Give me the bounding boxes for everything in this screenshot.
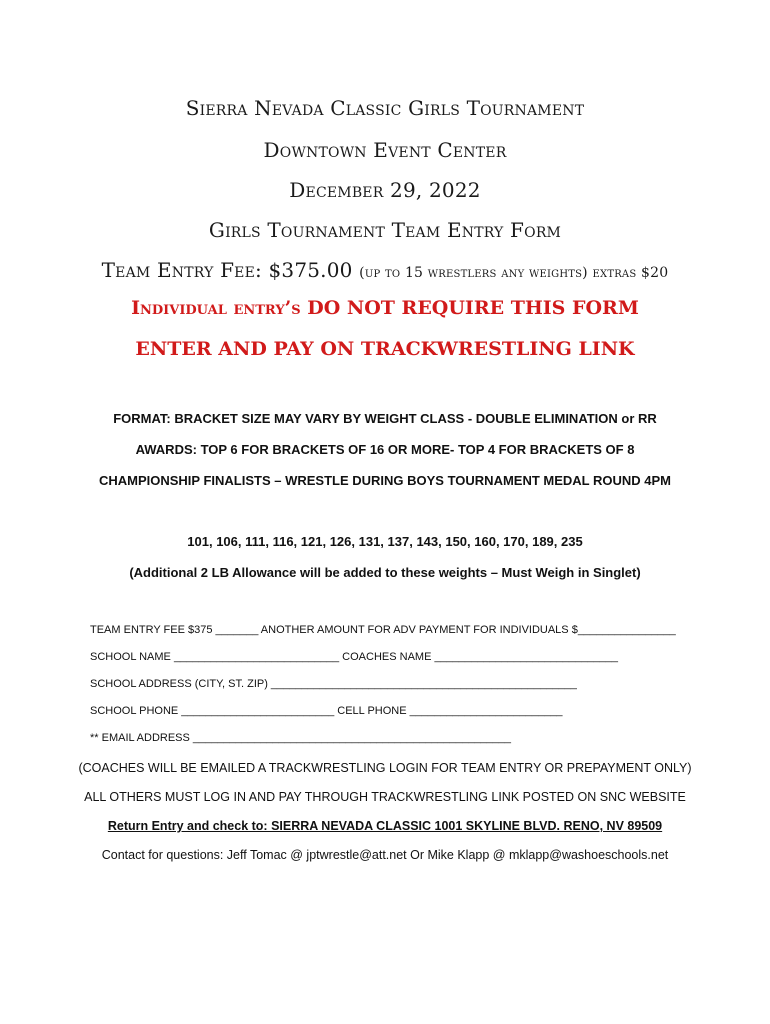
trackwrestling-notice: ENTER AND PAY ON TRACKWRESTLING LINK [135, 338, 635, 360]
awards-line: AWARDS: TOP 6 FOR BRACKETS OF 16 OR MORE- TOP 4 FOR BRACKETS OF 8 [135, 442, 635, 457]
entry-fee-main: Team Entry Fee: $375.00 [101, 258, 353, 282]
phone-field[interactable]: SCHOOL PHONE _________________________ CELL PHONE _________________________ [90, 705, 563, 717]
entry-fee-line [0, 258, 770, 282]
school-address-field[interactable]: SCHOOL ADDRESS (CITY, ST. ZIP) __________________________________________________ [90, 678, 577, 690]
format-line: FORMAT: BRACKET SIZE MAY VARY BY WEIGHT CLASS - DOUBLE ELIMINATION or RR [113, 411, 657, 426]
email-field[interactable]: ** EMAIL ADDRESS ____________________________________________________ [90, 732, 512, 744]
entry-fee-detail: (up to 15 wrestlers any weights) extras $20 [359, 265, 669, 281]
return-entry: Return Entry and check to: SIERRA NEVADA CLASSIC 1001 SKYLINE BLVD. RENO, NV 89509 [107, 819, 663, 833]
weight-allowance: (Additional 2 LB Allowance will be added to these weights – Must Weigh in Singlet) [129, 565, 641, 580]
coaches-note: (COACHES WILL BE EMAILED A TRACKWRESTLING LOGIN FOR TEAM ENTRY OR PREPAYMENT ONLY) [78, 761, 692, 775]
tournament-title: Sierra Nevada Classic Girls Tournament [185, 96, 585, 120]
form-name: Girls Tournament Team Entry Form [208, 218, 562, 242]
team-fee-field[interactable]: TEAM ENTRY FEE $375 _______ ANOTHER AMOUNT FOR ADV PAYMENT FOR INDIVIDUALS $________________ [90, 624, 676, 636]
venue: Downtown Event Center [263, 138, 507, 162]
event-date: December 29, 2022 [289, 178, 481, 202]
weight-classes: 101, 106, 111, 116, 121, 126, 131, 137, 143, 150, 160, 170, 189, 235 [187, 534, 583, 549]
contact-line: Contact for questions: Jeff Tomac @ jptwrestle@att.net Or Mike Klapp @ mklapp@washoeschools.net [101, 848, 669, 862]
others-note: ALL OTHERS MUST LOG IN AND PAY THROUGH TRACKWRESTLING LINK POSTED ON SNC WEBSITE [84, 790, 686, 804]
championship-line: CHAMPIONSHIP FINALISTS – WRESTLE DURING BOYS TOURNAMENT MEDAL ROUND 4PM [98, 473, 672, 488]
school-coach-field[interactable]: SCHOOL NAME ___________________________ COACHES NAME ______________________________ [90, 651, 618, 663]
individual-notice: Individual entry’s DO NOT REQUIRE THIS FORM [131, 297, 639, 319]
